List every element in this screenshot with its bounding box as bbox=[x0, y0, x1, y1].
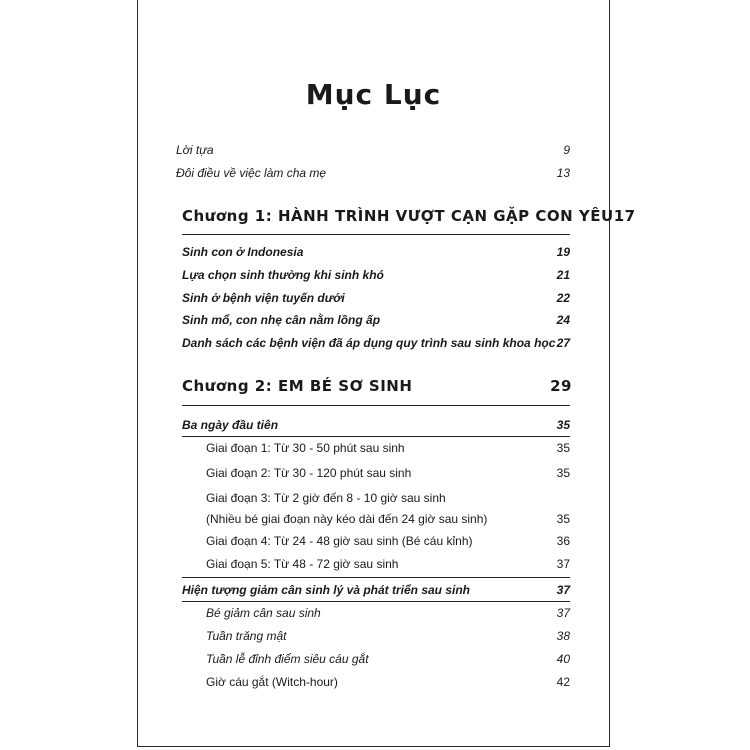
toc-entry-label: Đôi điều về việc làm cha mẹ bbox=[176, 166, 327, 180]
toc-subentry bbox=[206, 466, 570, 480]
toc-entry-page: 13 bbox=[556, 166, 570, 180]
toc-entry bbox=[182, 245, 570, 259]
toc-section bbox=[182, 418, 570, 432]
toc-entry-label: Sinh ở bệnh viện tuyến dưới bbox=[182, 291, 345, 305]
toc-subentry bbox=[206, 557, 570, 571]
chapter-2-heading bbox=[182, 377, 572, 395]
toc-entry-page: 35 bbox=[556, 512, 570, 526]
toc-entry-page: 35 bbox=[556, 418, 570, 432]
section-divider bbox=[182, 577, 570, 578]
chapter-divider bbox=[182, 405, 570, 406]
toc-subentry bbox=[206, 675, 570, 689]
chapter-page: 17 bbox=[613, 207, 636, 225]
toc-entry-label: Tuần trăng mật bbox=[206, 629, 287, 643]
toc-entry bbox=[182, 268, 570, 282]
toc-entry-page: 42 bbox=[556, 675, 570, 689]
chapter-title: Chương 1: HÀNH TRÌNH VƯỢT CẠN GẶP CON YÊU bbox=[182, 207, 614, 225]
toc-entry-page: 40 bbox=[556, 652, 570, 666]
section-divider bbox=[182, 601, 570, 602]
toc-entry-page: 27 bbox=[556, 336, 570, 350]
chapter-divider bbox=[182, 234, 570, 235]
toc-entry bbox=[182, 313, 570, 327]
toc-entry-label: Giai đoạn 2: Từ 30 - 120 phút sau sinh bbox=[206, 466, 412, 480]
toc-entry-parenting bbox=[176, 166, 570, 180]
toc-entry-page: 19 bbox=[556, 245, 570, 259]
toc-entry bbox=[182, 291, 570, 305]
toc-entry-page: 21 bbox=[556, 268, 570, 282]
toc-entry-label: (Nhiều bé giai đoạn này kéo dài đến 24 giờ sau sinh) bbox=[206, 512, 488, 526]
toc-subentry bbox=[206, 534, 570, 548]
toc-subentry-firstline: Giai đoạn 3: Từ 2 giờ đến 8 - 10 giờ sau sinh bbox=[206, 491, 446, 505]
toc-entry-page: 38 bbox=[556, 629, 570, 643]
toc-entry-label: Ba ngày đầu tiên bbox=[182, 418, 279, 432]
toc-entry-page: 9 bbox=[563, 143, 570, 157]
toc-entry-label: Danh sách các bệnh viện đã áp dụng quy trình sau sinh khoa học bbox=[182, 336, 556, 350]
toc-subentry bbox=[206, 441, 570, 455]
toc-entry-page: 37 bbox=[556, 606, 570, 620]
toc-entry-label: Tuần lễ đỉnh điểm siêu cáu gắt bbox=[206, 652, 369, 666]
toc-entry-page: 24 bbox=[556, 313, 570, 327]
toc-entry-page: 36 bbox=[556, 534, 570, 548]
toc-entry-page: 37 bbox=[556, 583, 570, 597]
chapter-page: 29 bbox=[550, 377, 572, 395]
toc-section bbox=[182, 583, 570, 597]
toc-entry-label: Lời tựa bbox=[176, 143, 214, 157]
toc-subentry bbox=[206, 652, 570, 666]
toc-entry-label: Bé giảm cân sau sinh bbox=[206, 606, 321, 620]
toc-entry-label: Lựa chọn sinh thường khi sinh khó bbox=[182, 268, 384, 282]
toc-entry-page: 35 bbox=[556, 466, 570, 480]
section-divider bbox=[182, 436, 570, 437]
page-title: Mục Lục bbox=[305, 78, 442, 111]
chapter-1-heading bbox=[182, 207, 636, 225]
book-page bbox=[137, 0, 636, 747]
chapter-title: Chương 2: EM BÉ SƠ SINH bbox=[182, 377, 413, 395]
toc-entry bbox=[182, 336, 570, 350]
toc-entry-foreword bbox=[176, 143, 570, 157]
toc-entry-label: Hiện tượng giảm cân sinh lý và phát triển sau sinh bbox=[182, 583, 471, 597]
toc-entry-label: Sinh con ở Indonesia bbox=[182, 245, 304, 259]
toc-entry-page: 37 bbox=[556, 557, 570, 571]
toc-subentry bbox=[206, 606, 570, 620]
toc-entry-page: 22 bbox=[556, 291, 570, 305]
toc-subentry bbox=[206, 512, 570, 526]
toc-entry-label: Giờ cáu gắt (Witch-hour) bbox=[206, 675, 338, 689]
toc-entry-label: Sinh mổ, con nhẹ cân nằm lồng ấp bbox=[182, 313, 381, 327]
toc-entry-label: Giai đoạn 4: Từ 24 - 48 giờ sau sinh (Bé cáu kỉnh) bbox=[206, 534, 473, 548]
toc-subentry bbox=[206, 629, 570, 643]
toc-entry-page: 35 bbox=[556, 441, 570, 455]
toc-entry-label: Giai đoạn 1: Từ 30 - 50 phút sau sinh bbox=[206, 441, 405, 455]
toc-entry-label: Giai đoạn 5: Từ 48 - 72 giờ sau sinh bbox=[206, 557, 399, 571]
